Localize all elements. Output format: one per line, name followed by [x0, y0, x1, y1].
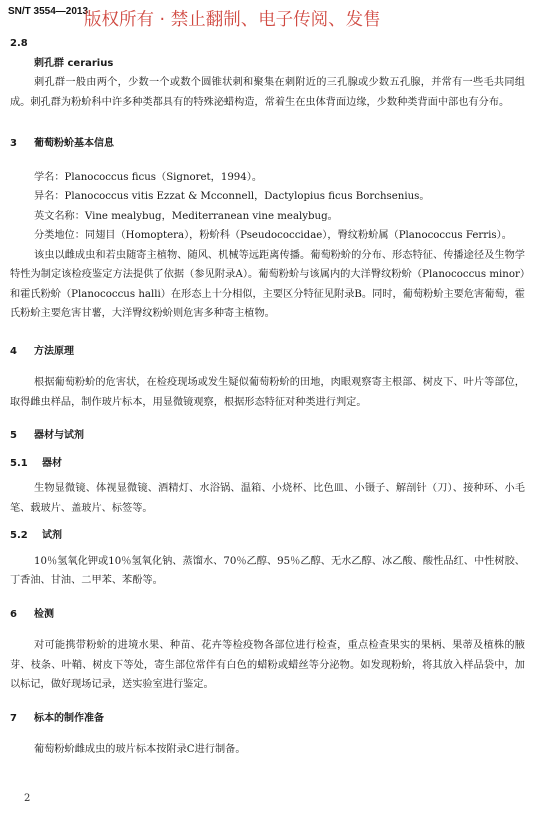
section-title: 标本的制作准备	[34, 712, 104, 724]
standard-number: SN/T 3554—2013	[8, 6, 89, 17]
section-5-1-paragraph: 生物显微镜、体视显微镜、酒精灯、水浴锅、温箱、小烧杯、比色皿、小镊子、解剖针（刀）、接种环、小毛笔、载玻片、盖玻片、标签等。	[10, 483, 525, 514]
taxonomic-position: 分类地位：同翅目（Homoptera），粉蚧科（Pseudococcidae），臀纹粉蚧属（Planococcus Ferris）。	[34, 230, 512, 241]
section-5-2-paragraph: 10％氢氧化钾或10％氢氧化钠、蒸馏水、70％乙醇、95％乙醇、无水乙醇、冰乙酸、酸性品红、中性树胶、丁香油、甘油、二甲苯、苯酚等。	[10, 555, 525, 586]
section-number: 5.2	[10, 530, 28, 541]
section-number: 4	[10, 345, 17, 357]
copyright-watermark: 版权所有 · 禁止翻制、电子传阅、发售	[84, 10, 381, 30]
section-2-8-heading	[10, 34, 525, 54]
section-4-paragraph: 根据葡萄粉蚧的危害状，在检疫现场或发生疑似葡萄粉蚧的田地，肉眼观察寄主根部、树皮下、叶片等部位，取得雌虫样品，制作玻片标本，用显微镜观察，根据形态特征对种类进行判定。	[10, 377, 525, 408]
section-title: 器材与试剂	[34, 430, 84, 441]
synonym: 异名：Planococcus vitis Ezzat & Mcconnell，Dactylopius ficus Borchsenius。	[34, 191, 430, 202]
section-number: 6	[10, 608, 17, 620]
section-title: 葡萄粉蚧基本信息	[34, 138, 114, 149]
section-7-heading	[10, 709, 525, 729]
section-title: 方法原理	[34, 345, 74, 357]
english-name: 英文名称：Vine mealybug，Mediterranean vine mealybug。	[34, 210, 338, 222]
section-number: 5.1	[10, 457, 28, 469]
page-number: 2	[24, 793, 31, 804]
section-title: 试剂	[42, 530, 62, 541]
section-number: 5	[10, 430, 17, 441]
section-6-heading	[10, 605, 525, 625]
section-4-heading	[10, 342, 525, 362]
document-body	[10, 34, 525, 760]
section-7-paragraph: 葡萄粉蚧雌成虫的玻片标本按附录C进行制备。	[34, 744, 246, 755]
section-number: 3	[10, 138, 17, 149]
section-5-1-heading	[10, 454, 525, 474]
section-title: 检测	[34, 608, 54, 620]
section-6-paragraph: 对可能携带粉蚧的进境水果、种苗、花卉等检疫物各部位进行检查，重点检查果实的果柄、果蒂及植株的腋芽、枝条、叶鞘、树皮下等处，寄生部位常伴有白色的蜡粉或蜡丝等分泌物。如发现粉蚧，将其放入样品袋中，加以标记，做好现场记录，送实验室进行鉴定。	[10, 640, 525, 690]
scientific-name: 学名：Planococcus ficus（Signoret，1994）。	[34, 171, 263, 183]
section-2-8-paragraph: 刺孔群一般由两个，少数一个或数个圆锥状刺和聚集在刺附近的三孔腺或少数五孔腺，并常有一些毛共同组成。刺孔群为粉蚧科中许多种类都具有的特殊泌蜡构造，常着生在虫体背面边缘，少数种类背面中部也有分布。	[10, 77, 525, 108]
section-number: 2.8	[10, 38, 28, 49]
section-number: 7	[10, 712, 17, 724]
section-title: 器材	[42, 457, 62, 469]
section-5-2-heading	[10, 526, 525, 546]
section-5-heading	[10, 426, 525, 446]
section-3-paragraph: 该虫以雌成虫和若虫随寄主植物、随风、机械等远距离传播。葡萄粉蚧的分布、形态特征、传播途径及生物学特性为制定该检疫鉴定方法提供了依据（参见附录A）。葡萄粉蚧与该属内的大洋臀纹粉蚧（Planococcus minor）和霍氏粉蚧（Planococcus halli）在形态上十分相似，主要区分特征见附录B。同时，葡萄粉蚧主要危害葡萄，霍氏粉蚧主要危害甘薯，大洋臀纹粉蚧则危害多种寄主植物。	[10, 249, 525, 319]
section-3-heading	[10, 134, 525, 154]
section-2-8-title: 刺孔群 cerarius	[34, 57, 114, 69]
